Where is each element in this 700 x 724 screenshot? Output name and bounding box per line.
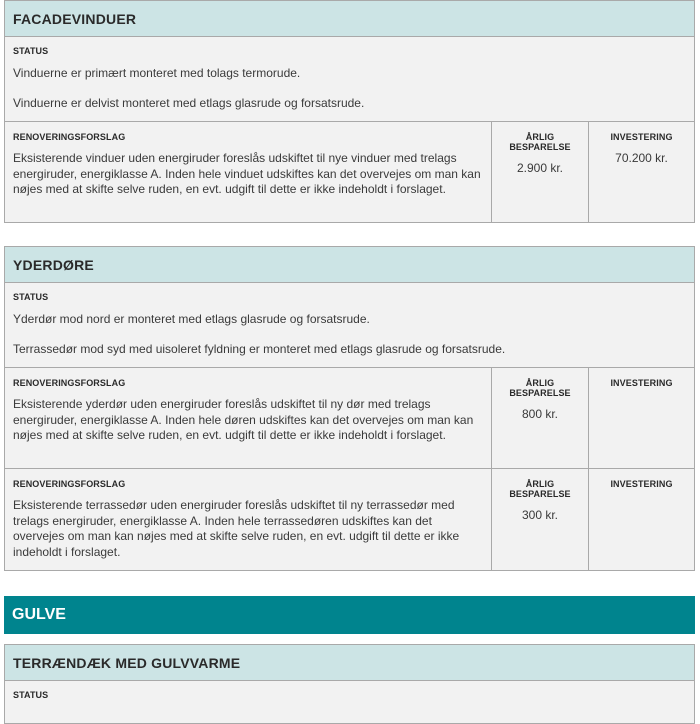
proposal-label: RENOVERINGSFORSLAG — [13, 479, 126, 489]
renovation-proposal — [5, 468, 694, 570]
investment-cell — [589, 469, 694, 570]
section-title: TERRÆNDÆK MED GULVVARME — [5, 645, 694, 681]
savings-cell — [492, 122, 589, 222]
investment-cell — [589, 368, 694, 468]
category-band-gulve: GULVE — [4, 596, 695, 634]
section-title: FACADEVINDUER — [5, 1, 694, 37]
status-block — [5, 283, 694, 367]
proposal-description-cell — [5, 122, 492, 222]
savings-value: 300 kr. — [521, 508, 559, 522]
section-yderdoere — [4, 246, 695, 571]
investment-cell — [589, 122, 694, 222]
savings-value: 800 kr. — [521, 407, 559, 421]
status-label: STATUS — [13, 690, 49, 700]
proposal-text: Eksisterende vinduer uden energiruder foreslås udskiftet til nye vinduer med trelags energiruder, energiklasse A. Inden hele vinduet udskiftes kan det overvejes om man kan nøjes med at skifte selve ruden, en evt. udgift til dette er ikke indeholdt i forslaget. — [13, 151, 481, 196]
investment-label: INVESTERING — [610, 378, 673, 388]
investment-label: INVESTERING — [610, 132, 673, 142]
proposal-description-cell — [5, 368, 492, 468]
status-line: Vinduerne er primært monteret med tolags termorude. — [13, 66, 301, 80]
status-label: STATUS — [13, 292, 49, 302]
section-title: YDERDØRE — [5, 247, 694, 283]
investment-value: 70.200 kr. — [615, 151, 668, 165]
savings-cell — [492, 368, 589, 468]
status-block — [5, 37, 694, 121]
renovation-proposal — [5, 367, 694, 468]
status-line: Vinduerne er delvist monteret med etlags glasrude og forsatsrude. — [13, 96, 365, 110]
status-line: Yderdør mod nord er monteret med etlags glasrude og forsatsrude. — [13, 312, 370, 326]
section-terraendaek — [4, 644, 695, 724]
investment-label: INVESTERING — [610, 479, 673, 489]
savings-cell — [492, 469, 589, 570]
status-line: Terrassedør mod syd med uisoleret fyldning er monteret med etlags glasrude og forsatsrude. — [13, 342, 506, 356]
proposal-text: Eksisterende terrassedør uden energiruder foreslås udskiftet til ny terrassedør med trelags energiruder, energiklasse A. Inden hele terrassedøren udskiftes kan det overvejes om man kan nøjes med at skifte selve ruden, en evt. udgift til dette er ikke indeholdt i forslaget. — [13, 498, 460, 559]
status-label: STATUS — [13, 46, 49, 56]
proposal-description-cell — [5, 469, 492, 570]
status-block — [5, 681, 694, 710]
savings-value: 2.900 kr. — [516, 161, 564, 175]
savings-label: ÅRLIG BESPARELSE — [509, 479, 571, 499]
proposal-text: Eksisterende yderdør uden energiruder foreslås udskiftet til ny dør med trelags energiruder, energiklasse A. Inden hele døren udskiftes kan det overvejes om man kan nøjes med at skifte selve ruden, en evt. udgift til dette er ikke indeholdt i forslaget. — [13, 397, 474, 442]
savings-label: ÅRLIG BESPARELSE — [509, 378, 571, 398]
renovation-proposal — [5, 121, 694, 222]
proposal-label: RENOVERINGSFORSLAG — [13, 378, 126, 388]
section-facadevinduer — [4, 0, 695, 223]
savings-label: ÅRLIG BESPARELSE — [509, 132, 571, 152]
proposal-label: RENOVERINGSFORSLAG — [13, 132, 126, 142]
